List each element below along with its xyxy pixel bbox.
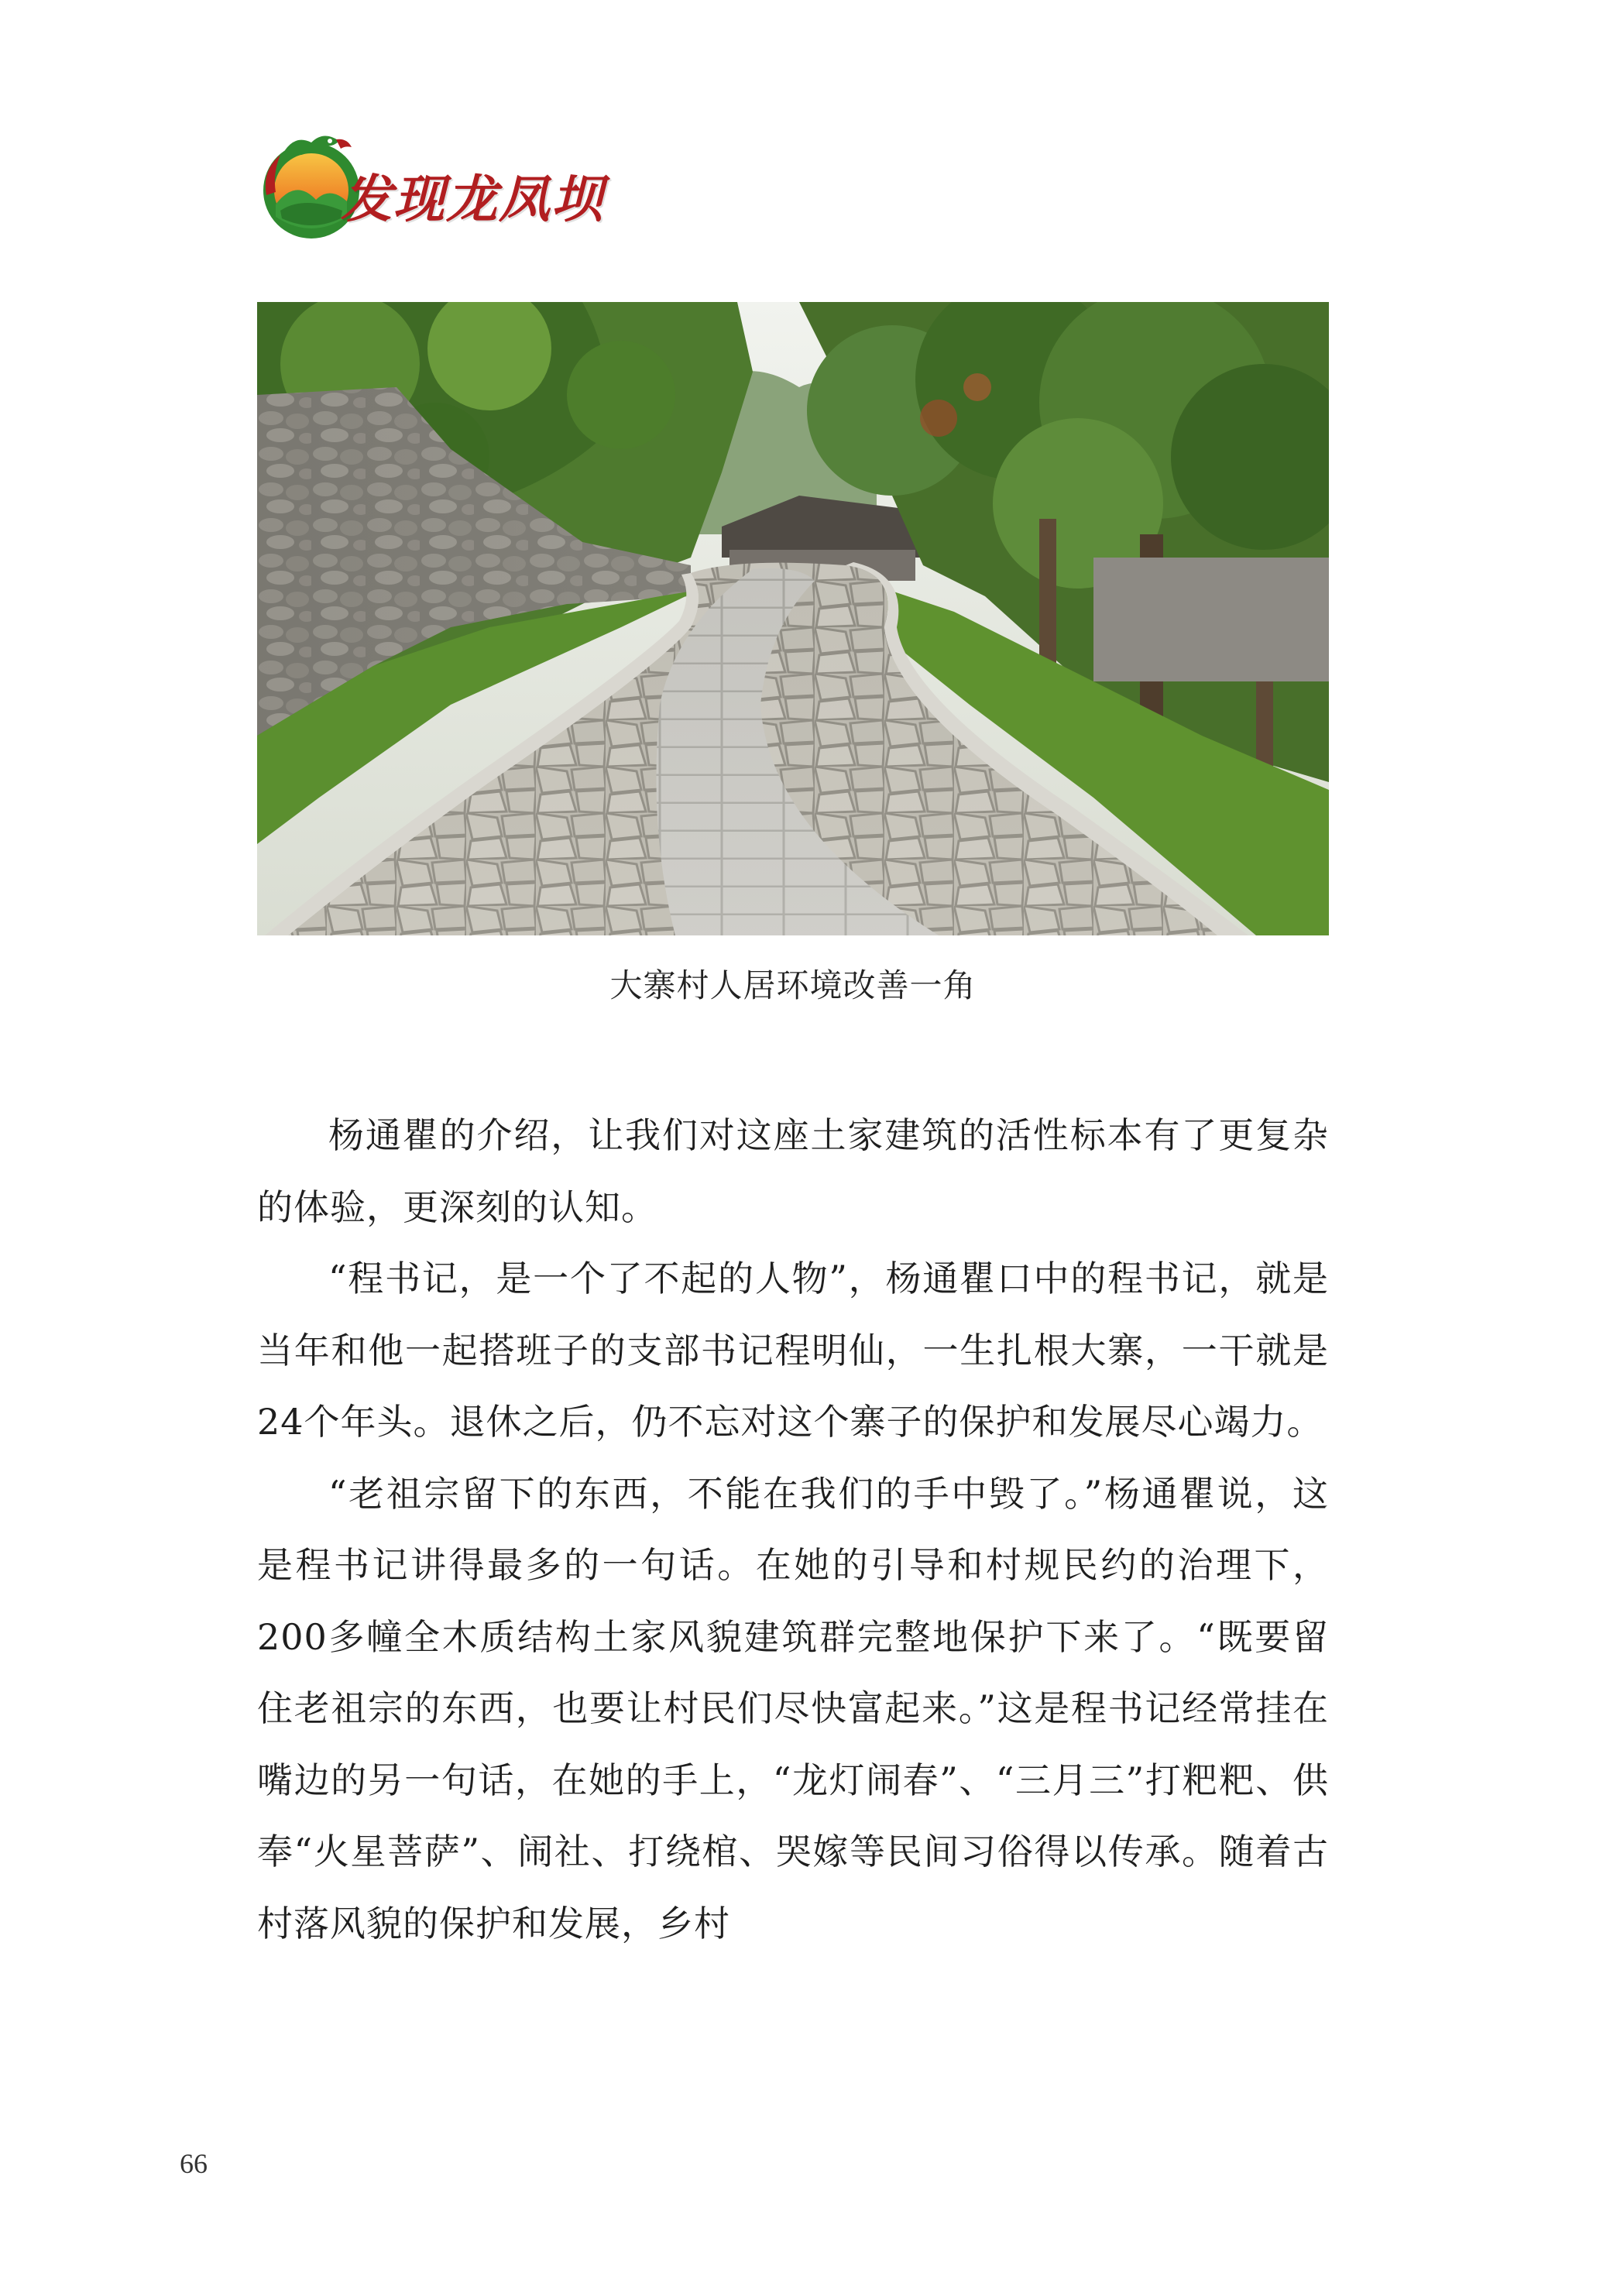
paragraph: 杨通瞿的介绍，让我们对这座土家建筑的活性标本有了更复杂的体验，更深刻的认知。	[257, 1114, 1329, 1228]
body-text	[257, 1100, 1329, 1959]
village-path-photo	[257, 302, 1329, 935]
header-logo	[249, 124, 900, 248]
paragraph: “老祖宗留下的东西，不能在我们的手中毁了。”杨通瞿说，这是程书记讲得最多的一句话。在她的引导和村规民约的治理下，200多幢全木质结构土家风貌建筑群完整地保护下来了。“既要留住老祖宗的东西，也要让村民们尽快富起来。”这是程书记经常挂在嘴边的另一句话，在她的手上，“龙灯闹春”、“三月三”打粑粑、供奉“火星菩萨”、闹社、打绕棺、哭嫁等民间习俗得以传承。随着古村落风貌的保护和发展，乡村	[257, 1472, 1329, 1944]
paragraph: “程书记，是一个了不起的人物”，杨通瞿口中的程书记，就是当年和他一起搭班子的支部书记程明仙，一生扎根大寨，一干就是24个年头。退休之后，仍不忘对这个寨子的保护和发展尽心竭力。	[257, 1258, 1329, 1443]
logo-title: 发现龙凤坝	[341, 169, 604, 229]
figure-caption: 大寨村人居环境改善一角	[609, 966, 977, 1004]
page-number: 66	[180, 2148, 208, 2179]
